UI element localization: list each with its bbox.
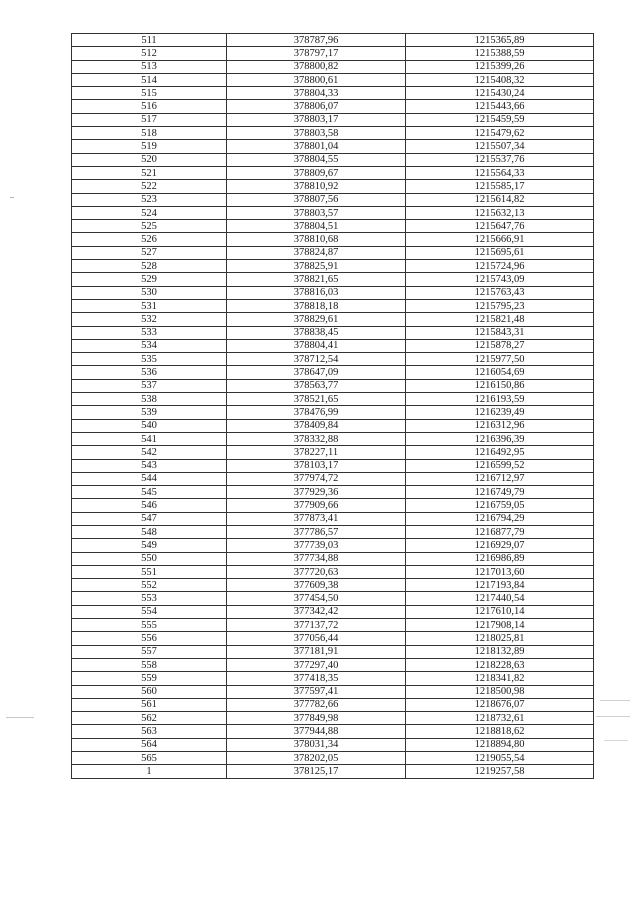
point-number-cell: 547 — [72, 512, 227, 525]
table-row — [72, 446, 594, 459]
scan-mark — [6, 717, 34, 718]
point-number-cell: 535 — [72, 353, 227, 366]
x-coordinate-cell: 378816,03 — [227, 286, 406, 299]
table-row — [72, 127, 594, 140]
point-number-cell: 553 — [72, 592, 227, 605]
y-coordinate-cell: 1215666,91 — [406, 233, 594, 246]
x-coordinate-cell: 378031,34 — [227, 738, 406, 751]
table-row — [72, 326, 594, 339]
y-coordinate-cell: 1215724,96 — [406, 260, 594, 273]
table-row — [72, 432, 594, 445]
x-coordinate-cell: 378829,61 — [227, 313, 406, 326]
table-row — [72, 752, 594, 765]
table-row — [72, 166, 594, 179]
y-coordinate-cell: 1216712,97 — [406, 472, 594, 485]
point-number-cell: 548 — [72, 525, 227, 538]
scan-mark — [10, 197, 14, 198]
point-number-cell: 546 — [72, 499, 227, 512]
table-row — [72, 419, 594, 432]
x-coordinate-cell: 378810,68 — [227, 233, 406, 246]
table-row — [72, 246, 594, 259]
table-row — [72, 313, 594, 326]
y-coordinate-cell: 1215388,59 — [406, 47, 594, 60]
point-number-cell: 563 — [72, 725, 227, 738]
x-coordinate-cell: 378825,91 — [227, 260, 406, 273]
scan-mark — [596, 716, 630, 717]
x-coordinate-cell: 377909,66 — [227, 499, 406, 512]
y-coordinate-cell: 1217610,14 — [406, 605, 594, 618]
point-number-cell: 522 — [72, 180, 227, 193]
table-row — [72, 73, 594, 86]
point-number-cell: 545 — [72, 486, 227, 499]
point-number-cell: 529 — [72, 273, 227, 286]
point-number-cell: 543 — [72, 459, 227, 472]
scan-mark — [604, 740, 628, 741]
x-coordinate-cell: 377056,44 — [227, 632, 406, 645]
x-coordinate-cell: 378804,51 — [227, 220, 406, 233]
table-row — [72, 299, 594, 312]
table-row — [72, 512, 594, 525]
coordinates-table-body — [72, 34, 594, 779]
table-row — [72, 140, 594, 153]
table-row — [72, 153, 594, 166]
table-row — [72, 619, 594, 632]
x-coordinate-cell: 377873,41 — [227, 512, 406, 525]
x-coordinate-cell: 378202,05 — [227, 752, 406, 765]
point-number-cell: 523 — [72, 193, 227, 206]
point-number-cell: 565 — [72, 752, 227, 765]
y-coordinate-cell: 1215459,59 — [406, 113, 594, 126]
y-coordinate-cell: 1215695,61 — [406, 246, 594, 259]
table-row — [72, 645, 594, 658]
table-row — [72, 220, 594, 233]
table-row — [72, 339, 594, 352]
x-coordinate-cell: 378801,04 — [227, 140, 406, 153]
point-number-cell: 549 — [72, 539, 227, 552]
x-coordinate-cell: 378125,17 — [227, 765, 406, 778]
point-number-cell: 551 — [72, 565, 227, 578]
table-row — [72, 100, 594, 113]
table-row — [72, 592, 594, 605]
x-coordinate-cell: 377597,41 — [227, 685, 406, 698]
y-coordinate-cell: 1216877,79 — [406, 525, 594, 538]
table-row — [72, 113, 594, 126]
x-coordinate-cell: 378818,18 — [227, 299, 406, 312]
x-coordinate-cell: 378824,87 — [227, 246, 406, 259]
table-row — [72, 552, 594, 565]
table-row — [72, 34, 594, 47]
y-coordinate-cell: 1216150,86 — [406, 379, 594, 392]
point-number-cell: 560 — [72, 685, 227, 698]
y-coordinate-cell: 1215614,82 — [406, 193, 594, 206]
point-number-cell: 557 — [72, 645, 227, 658]
point-number-cell: 555 — [72, 619, 227, 632]
table-row — [72, 406, 594, 419]
y-coordinate-cell: 1215408,32 — [406, 73, 594, 86]
y-coordinate-cell: 1218732,61 — [406, 712, 594, 725]
point-number-cell: 564 — [72, 738, 227, 751]
y-coordinate-cell: 1215763,43 — [406, 286, 594, 299]
point-number-cell: 521 — [72, 166, 227, 179]
point-number-cell: 512 — [72, 47, 227, 60]
point-number-cell: 539 — [72, 406, 227, 419]
table-row — [72, 712, 594, 725]
table-row — [72, 632, 594, 645]
y-coordinate-cell: 1219055,54 — [406, 752, 594, 765]
y-coordinate-cell: 1216312,96 — [406, 419, 594, 432]
scan-mark — [600, 700, 630, 701]
y-coordinate-cell: 1215821,48 — [406, 313, 594, 326]
x-coordinate-cell: 377974,72 — [227, 472, 406, 485]
point-number-cell: 530 — [72, 286, 227, 299]
point-number-cell: 559 — [72, 672, 227, 685]
table-row — [72, 765, 594, 778]
point-number-cell: 526 — [72, 233, 227, 246]
x-coordinate-cell: 378838,45 — [227, 326, 406, 339]
table-row — [72, 539, 594, 552]
y-coordinate-cell: 1216396,39 — [406, 432, 594, 445]
y-coordinate-cell: 1218818,62 — [406, 725, 594, 738]
table-row — [72, 738, 594, 751]
table-row — [72, 698, 594, 711]
x-coordinate-cell: 378797,17 — [227, 47, 406, 60]
y-coordinate-cell: 1216239,49 — [406, 406, 594, 419]
table-row — [72, 60, 594, 73]
point-number-cell: 552 — [72, 579, 227, 592]
x-coordinate-cell: 378804,41 — [227, 339, 406, 352]
y-coordinate-cell: 1215795,23 — [406, 299, 594, 312]
point-number-cell: 531 — [72, 299, 227, 312]
y-coordinate-cell: 1218894,80 — [406, 738, 594, 751]
x-coordinate-cell: 377297,40 — [227, 658, 406, 671]
x-coordinate-cell: 377734,88 — [227, 552, 406, 565]
x-coordinate-cell: 377137,72 — [227, 619, 406, 632]
point-number-cell: 515 — [72, 87, 227, 100]
y-coordinate-cell: 1216759,05 — [406, 499, 594, 512]
point-number-cell: 542 — [72, 446, 227, 459]
table-row — [72, 605, 594, 618]
x-coordinate-cell: 377342,42 — [227, 605, 406, 618]
y-coordinate-cell: 1216749,79 — [406, 486, 594, 499]
table-row — [72, 366, 594, 379]
x-coordinate-cell: 377609,38 — [227, 579, 406, 592]
y-coordinate-cell: 1217013,60 — [406, 565, 594, 578]
x-coordinate-cell: 378807,56 — [227, 193, 406, 206]
x-coordinate-cell: 377782,66 — [227, 698, 406, 711]
y-coordinate-cell: 1217193,84 — [406, 579, 594, 592]
point-number-cell: 524 — [72, 206, 227, 219]
y-coordinate-cell: 1215647,76 — [406, 220, 594, 233]
table-row — [72, 472, 594, 485]
point-number-cell: 550 — [72, 552, 227, 565]
x-coordinate-cell: 378227,11 — [227, 446, 406, 459]
table-row — [72, 672, 594, 685]
point-number-cell: 532 — [72, 313, 227, 326]
x-coordinate-cell: 378563,77 — [227, 379, 406, 392]
table-row — [72, 579, 594, 592]
x-coordinate-cell: 378806,07 — [227, 100, 406, 113]
x-coordinate-cell: 377849,98 — [227, 712, 406, 725]
table-row — [72, 459, 594, 472]
y-coordinate-cell: 1218025,81 — [406, 632, 594, 645]
table-row — [72, 273, 594, 286]
x-coordinate-cell: 378803,57 — [227, 206, 406, 219]
point-number-cell: 537 — [72, 379, 227, 392]
x-coordinate-cell: 378712,54 — [227, 353, 406, 366]
point-number-cell: 518 — [72, 127, 227, 140]
y-coordinate-cell: 1215743,09 — [406, 273, 594, 286]
x-coordinate-cell: 378821,65 — [227, 273, 406, 286]
point-number-cell: 525 — [72, 220, 227, 233]
x-coordinate-cell: 378476,99 — [227, 406, 406, 419]
y-coordinate-cell: 1215878,27 — [406, 339, 594, 352]
y-coordinate-cell: 1215564,33 — [406, 166, 594, 179]
y-coordinate-cell: 1216492,95 — [406, 446, 594, 459]
y-coordinate-cell: 1215430,24 — [406, 87, 594, 100]
y-coordinate-cell: 1219257,58 — [406, 765, 594, 778]
table-row — [72, 193, 594, 206]
x-coordinate-cell: 378521,65 — [227, 393, 406, 406]
table-row — [72, 180, 594, 193]
y-coordinate-cell: 1215507,34 — [406, 140, 594, 153]
x-coordinate-cell: 378810,92 — [227, 180, 406, 193]
point-number-cell: 513 — [72, 60, 227, 73]
point-number-cell: 556 — [72, 632, 227, 645]
y-coordinate-cell: 1215977,50 — [406, 353, 594, 366]
y-coordinate-cell: 1218228,63 — [406, 658, 594, 671]
point-number-cell: 517 — [72, 113, 227, 126]
y-coordinate-cell: 1215585,17 — [406, 180, 594, 193]
y-coordinate-cell: 1215537,76 — [406, 153, 594, 166]
table-row — [72, 565, 594, 578]
x-coordinate-cell: 377786,57 — [227, 525, 406, 538]
x-coordinate-cell: 378647,09 — [227, 366, 406, 379]
y-coordinate-cell: 1215843,31 — [406, 326, 594, 339]
y-coordinate-cell: 1216929,07 — [406, 539, 594, 552]
table-row — [72, 685, 594, 698]
x-coordinate-cell: 378332,88 — [227, 432, 406, 445]
x-coordinate-cell: 378804,33 — [227, 87, 406, 100]
x-coordinate-cell: 378800,82 — [227, 60, 406, 73]
table-row — [72, 658, 594, 671]
y-coordinate-cell: 1217908,14 — [406, 619, 594, 632]
x-coordinate-cell: 378809,67 — [227, 166, 406, 179]
table-row — [72, 260, 594, 273]
point-number-cell: 514 — [72, 73, 227, 86]
x-coordinate-cell: 378804,55 — [227, 153, 406, 166]
x-coordinate-cell: 377944,88 — [227, 725, 406, 738]
point-number-cell: 540 — [72, 419, 227, 432]
point-number-cell: 561 — [72, 698, 227, 711]
x-coordinate-cell: 378787,96 — [227, 34, 406, 47]
y-coordinate-cell: 1218341,82 — [406, 672, 594, 685]
y-coordinate-cell: 1218676,07 — [406, 698, 594, 711]
point-number-cell: 536 — [72, 366, 227, 379]
x-coordinate-cell: 378103,17 — [227, 459, 406, 472]
x-coordinate-cell: 378409,84 — [227, 419, 406, 432]
point-number-cell: 511 — [72, 34, 227, 47]
point-number-cell: 541 — [72, 432, 227, 445]
point-number-cell: 544 — [72, 472, 227, 485]
y-coordinate-cell: 1215365,89 — [406, 34, 594, 47]
x-coordinate-cell: 378803,17 — [227, 113, 406, 126]
point-number-cell: 534 — [72, 339, 227, 352]
point-number-cell: 554 — [72, 605, 227, 618]
y-coordinate-cell: 1217440,54 — [406, 592, 594, 605]
x-coordinate-cell: 377739,03 — [227, 539, 406, 552]
x-coordinate-cell: 377181,91 — [227, 645, 406, 658]
y-coordinate-cell: 1218500,98 — [406, 685, 594, 698]
table-row — [72, 47, 594, 60]
table-row — [72, 87, 594, 100]
point-number-cell: 1 — [72, 765, 227, 778]
y-coordinate-cell: 1215399,26 — [406, 60, 594, 73]
table-row — [72, 486, 594, 499]
table-row — [72, 206, 594, 219]
y-coordinate-cell: 1216986,89 — [406, 552, 594, 565]
coordinates-table — [71, 33, 594, 779]
y-coordinate-cell: 1216599,52 — [406, 459, 594, 472]
table-row — [72, 353, 594, 366]
point-number-cell: 519 — [72, 140, 227, 153]
point-number-cell: 558 — [72, 658, 227, 671]
x-coordinate-cell: 378803,58 — [227, 127, 406, 140]
table-row — [72, 379, 594, 392]
table-row — [72, 393, 594, 406]
point-number-cell: 528 — [72, 260, 227, 273]
point-number-cell: 538 — [72, 393, 227, 406]
table-row — [72, 499, 594, 512]
table-row — [72, 725, 594, 738]
x-coordinate-cell: 377720,63 — [227, 565, 406, 578]
table-row — [72, 233, 594, 246]
point-number-cell: 516 — [72, 100, 227, 113]
point-number-cell: 520 — [72, 153, 227, 166]
y-coordinate-cell: 1216193,59 — [406, 393, 594, 406]
y-coordinate-cell: 1215443,66 — [406, 100, 594, 113]
point-number-cell: 527 — [72, 246, 227, 259]
x-coordinate-cell: 377418,35 — [227, 672, 406, 685]
x-coordinate-cell: 378800,61 — [227, 73, 406, 86]
point-number-cell: 533 — [72, 326, 227, 339]
y-coordinate-cell: 1215632,13 — [406, 206, 594, 219]
point-number-cell: 562 — [72, 712, 227, 725]
y-coordinate-cell: 1218132,89 — [406, 645, 594, 658]
table-row — [72, 525, 594, 538]
x-coordinate-cell: 377454,50 — [227, 592, 406, 605]
x-coordinate-cell: 377929,36 — [227, 486, 406, 499]
y-coordinate-cell: 1215479,62 — [406, 127, 594, 140]
table-row — [72, 286, 594, 299]
y-coordinate-cell: 1216054,69 — [406, 366, 594, 379]
y-coordinate-cell: 1216794,29 — [406, 512, 594, 525]
